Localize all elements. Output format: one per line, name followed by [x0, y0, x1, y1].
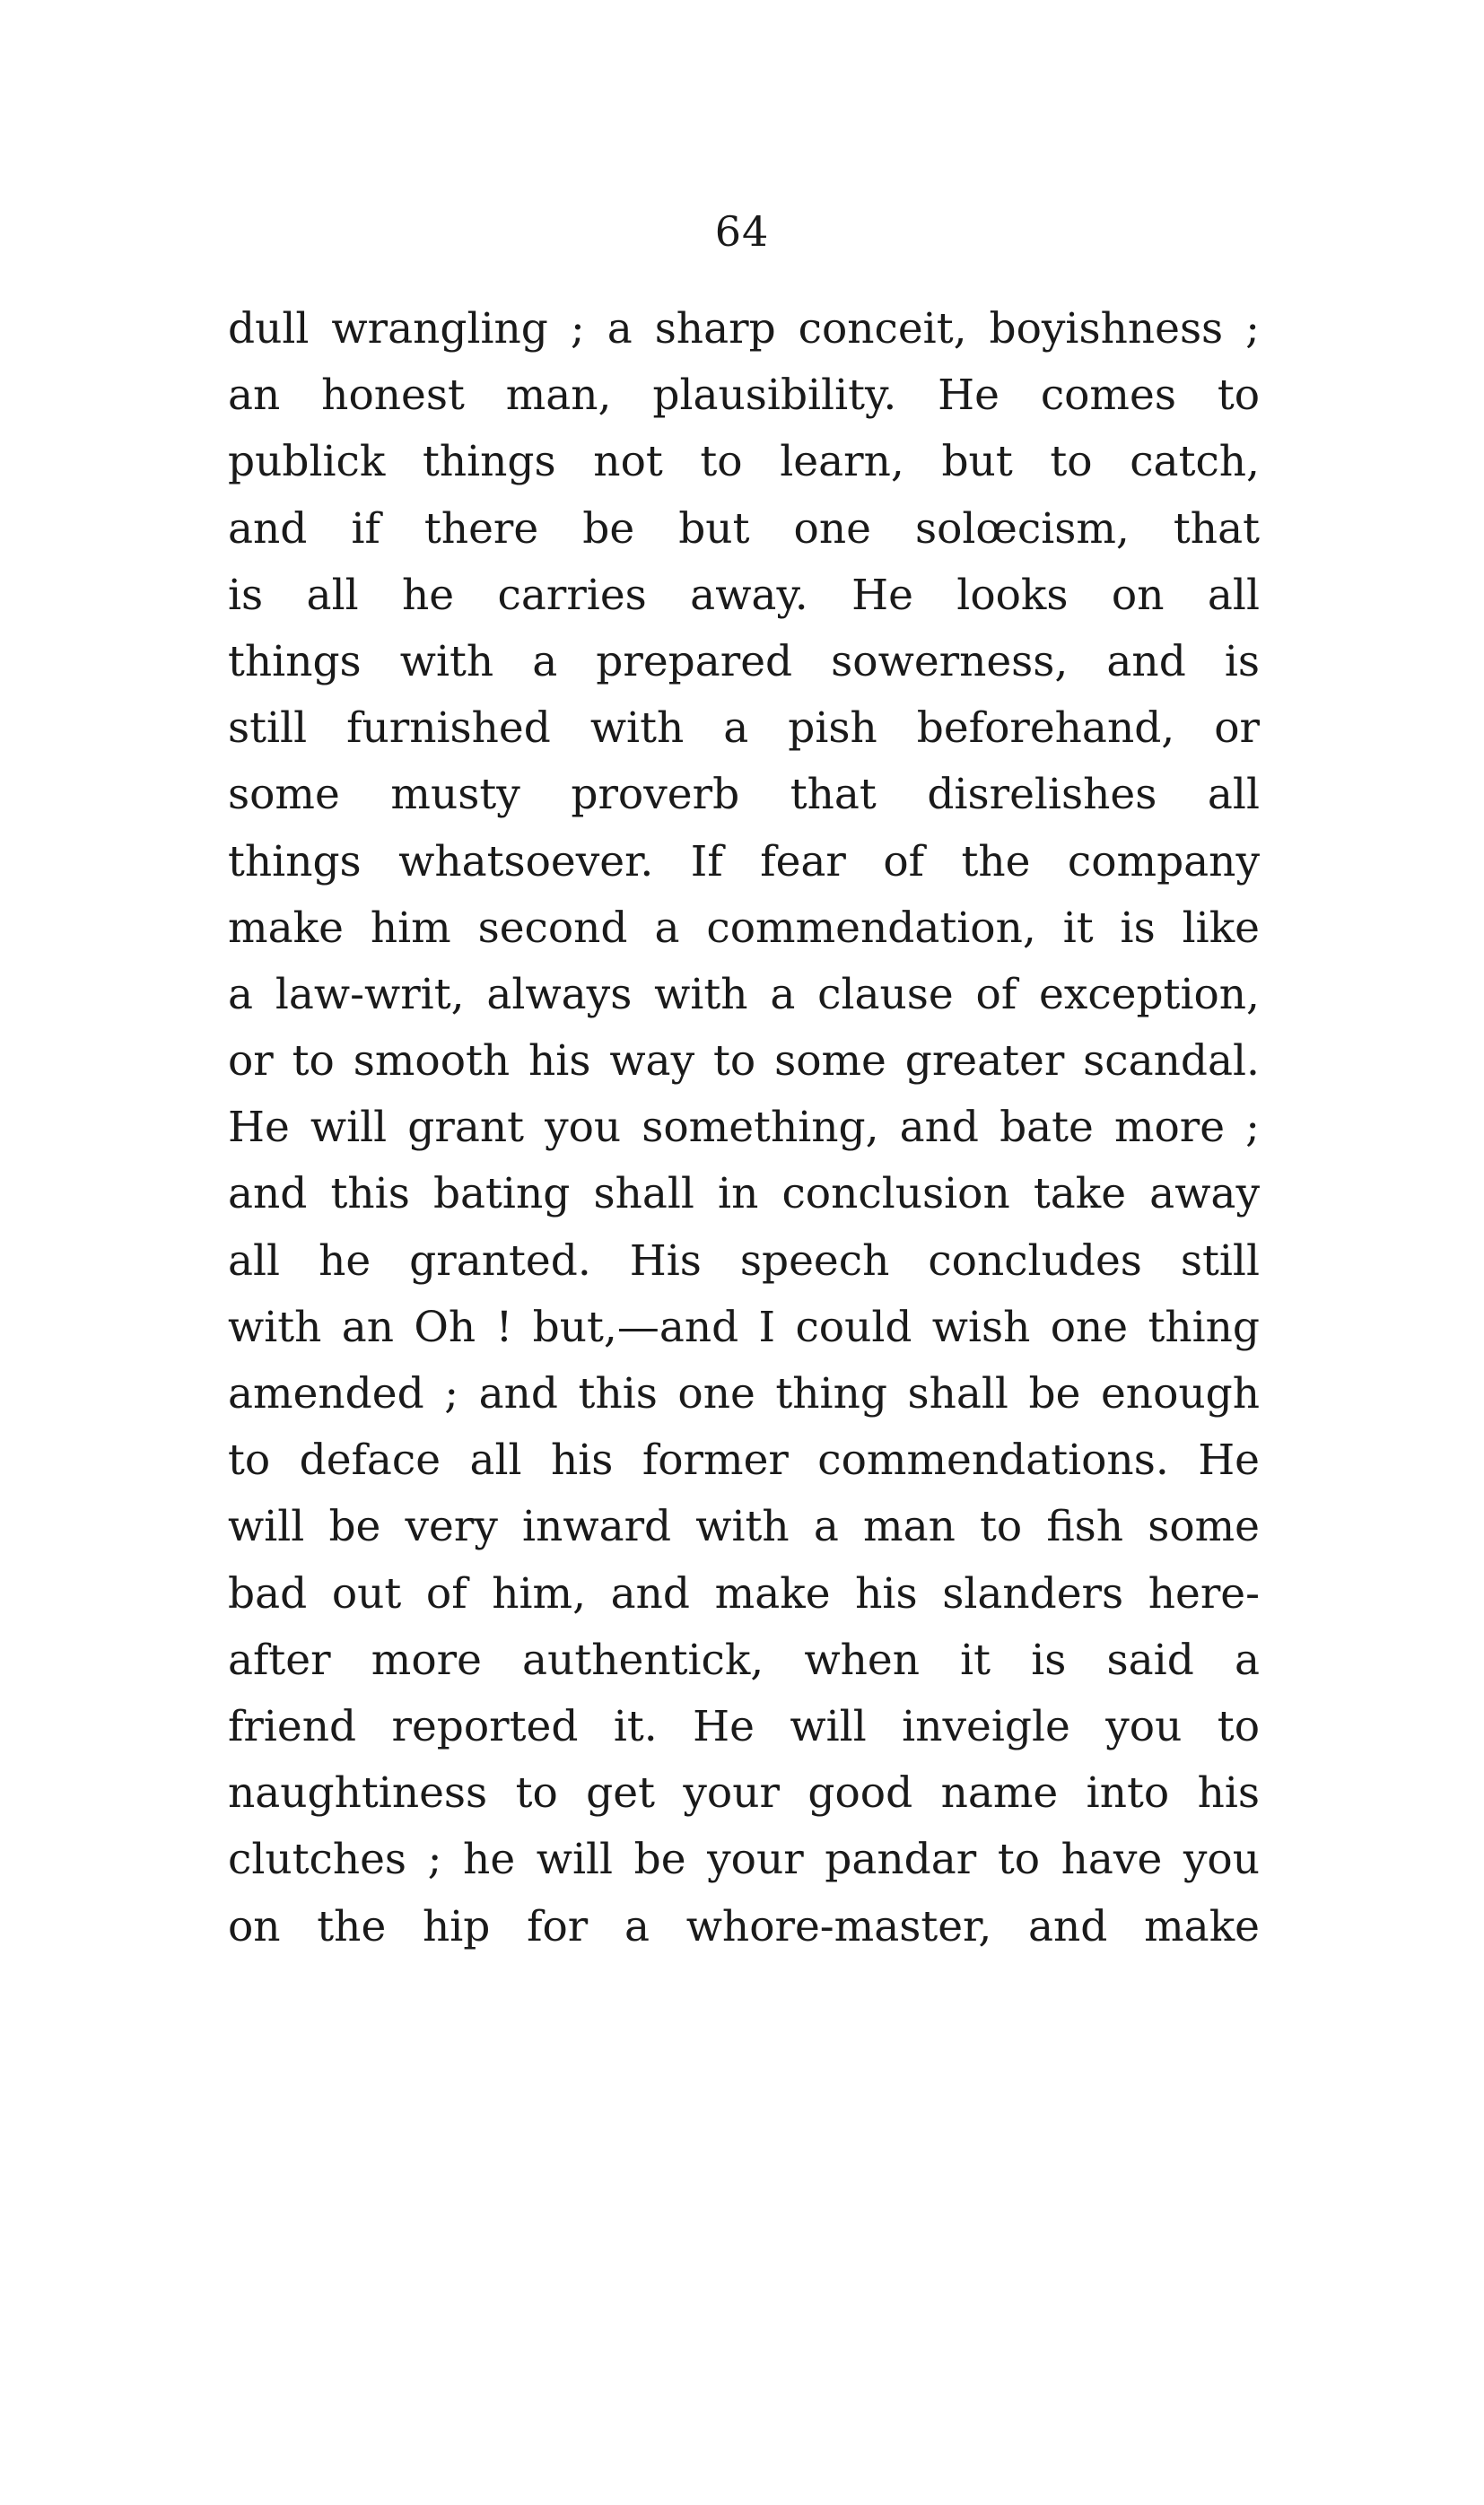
text-line: make him second a commendation, it is like: [228, 903, 1260, 953]
text-line: bad out of him, and make his slanders here-: [228, 1568, 1260, 1619]
text-line: will be very inward with a man to fish some: [228, 1502, 1260, 1552]
text-line: naughtiness to get your good name into his: [228, 1768, 1260, 1819]
text-line: an honest man, plausibility. He comes to: [228, 371, 1260, 421]
text-line: is all he carries away. He looks on all: [228, 570, 1260, 620]
text-line: to deface all his former commendations. He: [228, 1436, 1260, 1486]
text-line: clutches ; he will be your pandar to have you: [228, 1835, 1260, 1885]
text-line: and if there be but one solœcism, that: [228, 503, 1260, 554]
text-line: or to smooth his way to some greater scandal.: [228, 1036, 1260, 1087]
text-line: publick things not to learn, but to catch,: [228, 437, 1260, 487]
text-line: some musty proverb that disrelishes all: [228, 770, 1260, 820]
text-line: and this bating shall in conclusion take away: [228, 1169, 1260, 1219]
text-line: things whatsoever. If fear of the company: [228, 836, 1260, 886]
text-line: He will grant you something, and bate more ;: [228, 1103, 1260, 1153]
text-line: things with a prepared sowerness, and is: [228, 636, 1260, 686]
text-line: on the hip for a whore-master, and make: [228, 1901, 1260, 1951]
text-line: a law-writ, always with a clause of exception,: [228, 969, 1260, 1019]
page-number: 64: [714, 207, 770, 256]
text-line: still furnished with a pish beforehand, or: [228, 703, 1260, 754]
body-text: [228, 296, 1260, 1960]
text-line: dull wrangling ; a sharp conceit, boyishness ;: [228, 304, 1260, 353]
text-line: amended ; and this one thing shall be enough: [228, 1369, 1260, 1418]
text-line: friend reported it. He will inveigle you to: [228, 1701, 1260, 1751]
text-line: all he granted. His speech concludes still: [228, 1235, 1260, 1286]
text-line: after more authentick, when it is said a: [228, 1635, 1260, 1685]
text-line: with an Oh ! but,—and I could wish one thing: [228, 1302, 1260, 1352]
